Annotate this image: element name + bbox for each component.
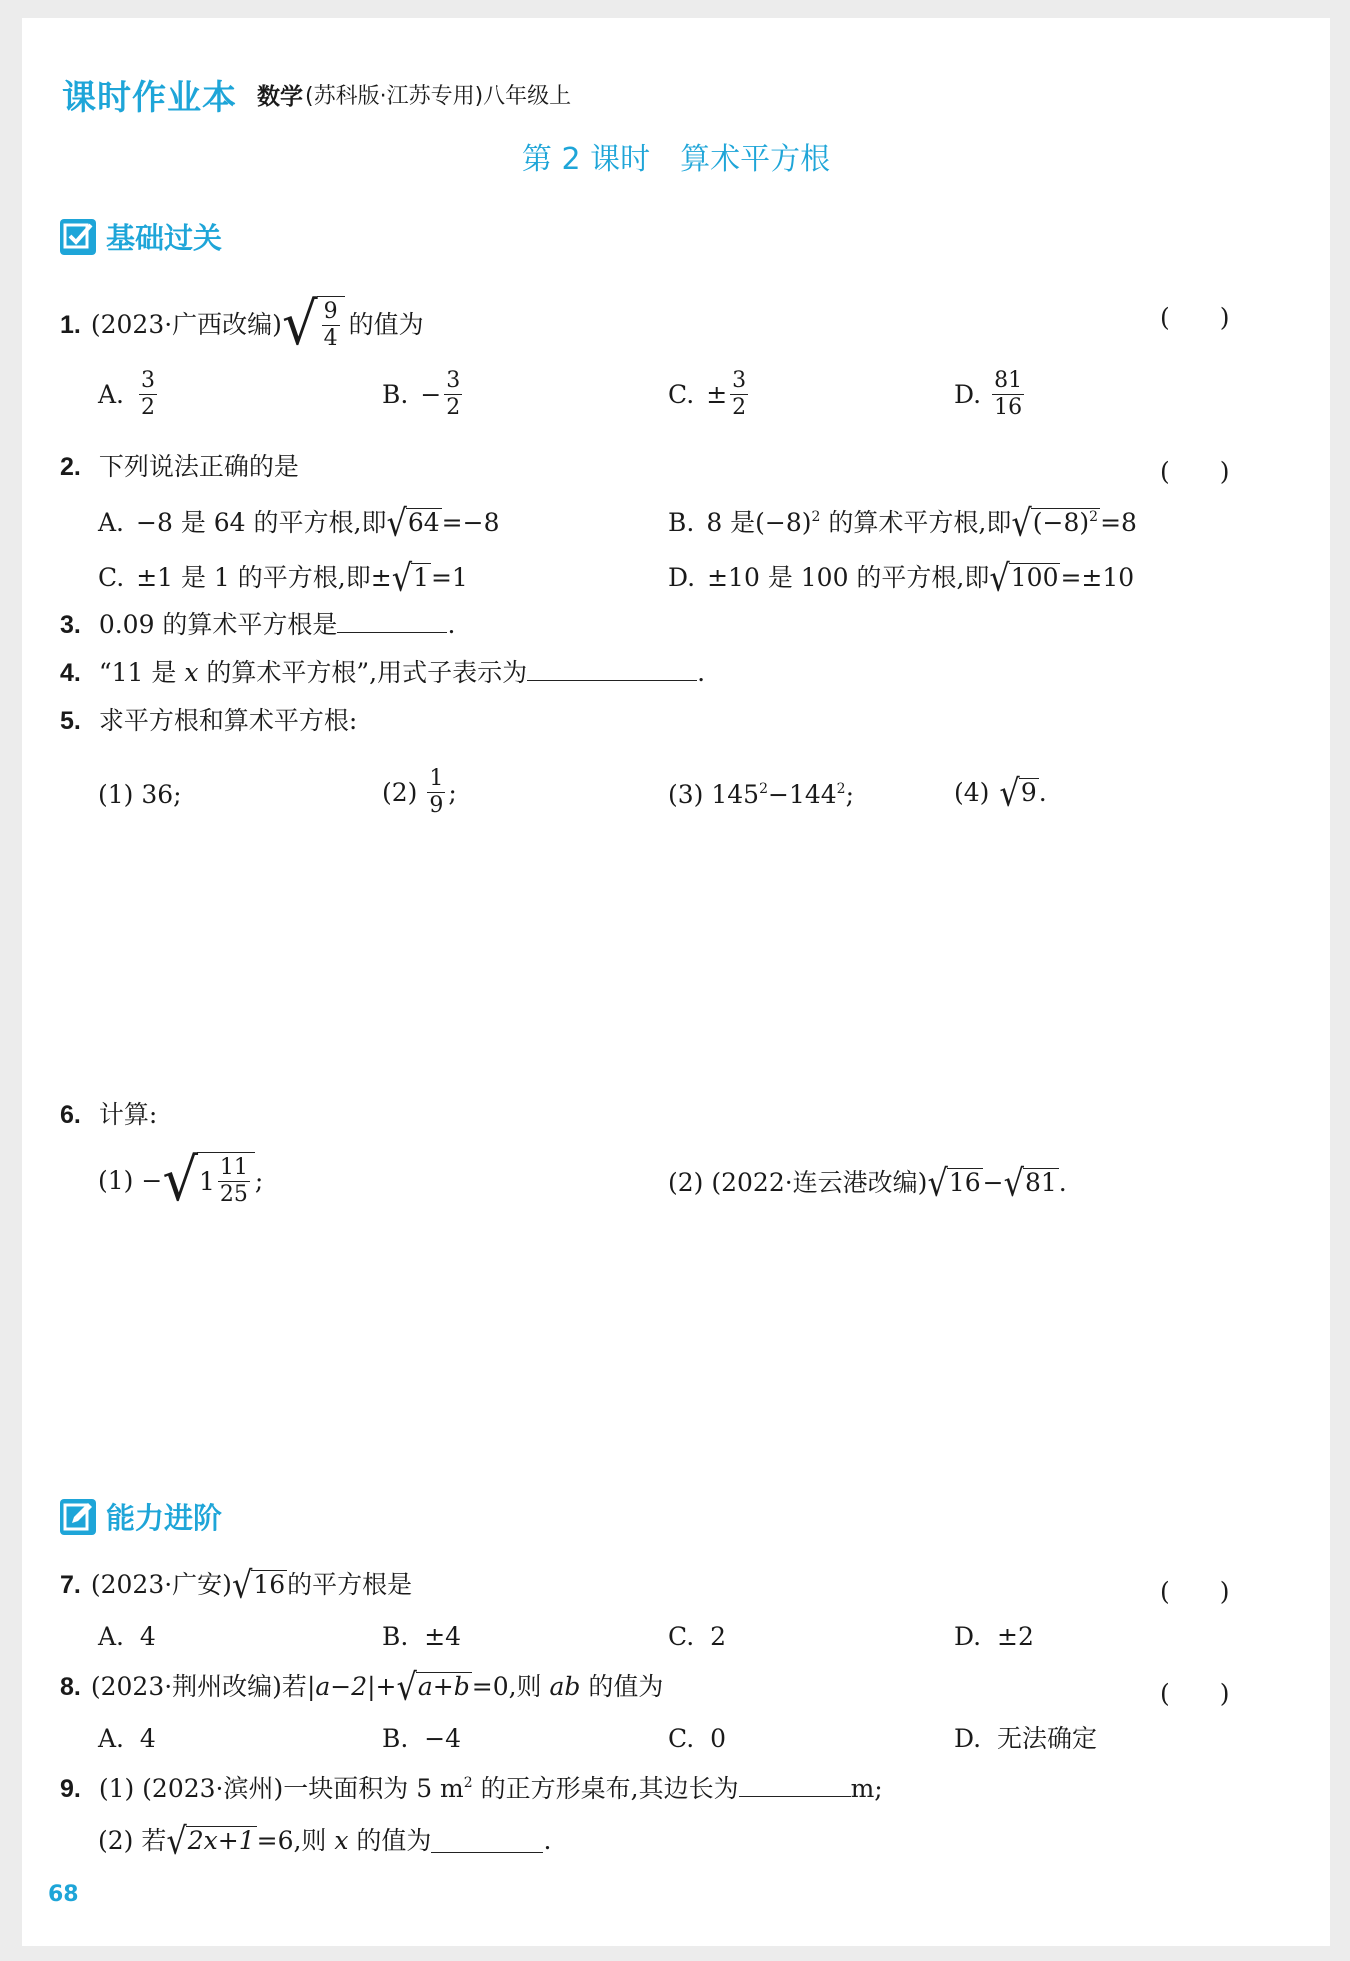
question-5-part-3: (3) $145^2-144^2$; <box>668 780 855 809</box>
denominator: 4 <box>323 326 338 351</box>
question-5-part-2: (2) $\frac{1}{9}$ ; <box>382 766 457 818</box>
section-basic-title: 基础过关 <box>106 221 223 255</box>
page-number: 68 <box>48 1882 79 1907</box>
question-3: 3. 0.09 的算术平方根是 . <box>60 610 456 639</box>
answer-blank[interactable] <box>527 658 697 681</box>
section-basic <box>60 216 222 257</box>
option-c[interactable]: C. 0 <box>668 1724 726 1753</box>
question-6: 6. 计算: <box>60 1100 158 1129</box>
question-4: 4. “11 是 x 的算术平方根”,用式子表示为 . <box>60 658 706 687</box>
option-c[interactable]: C. 2 <box>668 1622 726 1651</box>
question-6-part-1: (1) − √ 1 $\frac{11}{25}$ ; <box>98 1146 264 1215</box>
source: (2023·广西改编) <box>90 310 282 339</box>
option-d[interactable]: D. $\frac{81}{16}$ <box>954 368 1023 420</box>
answer-blank[interactable] <box>739 1774 851 1797</box>
option-c[interactable]: C. ± $\frac{3}{2}$ <box>668 368 747 420</box>
section-advanced <box>60 1496 222 1537</box>
numerator: 9 <box>323 299 338 324</box>
sqrt-expression <box>281 290 345 359</box>
option-d[interactable]: D. 无法确定 <box>954 1724 1097 1753</box>
answer-paren[interactable]: ( ) <box>1160 457 1230 486</box>
workbook-page <box>22 18 1330 1946</box>
edition: (苏科版·江苏专用)八年级上 <box>305 84 572 109</box>
question-5-part-4: (4) √ 9 . <box>954 771 1047 815</box>
question-5-part-1: (1) 36; <box>98 780 182 809</box>
option-d[interactable]: D. ±10 是 100 的平方根,即 √ 100 =±10 <box>668 556 1135 600</box>
answer-paren[interactable]: ( ) <box>1160 1577 1230 1606</box>
checkbox-icon <box>60 219 96 255</box>
answer-blank[interactable] <box>337 610 447 633</box>
answer-paren[interactable]: ( ) <box>1160 303 1230 332</box>
header <box>62 70 571 119</box>
option-b[interactable]: B. 8 是$(-8)^2$ 的算术平方根,即 √ $(-8)^2$ =8 <box>668 501 1137 545</box>
question-9-part-1: 9. (1) (2023·滨州)一块面积为 5 $m^2$ 的正方形桌布,其边长为 m; <box>60 1774 883 1803</box>
question-8: 8. (2023·荆州改编)若 |a−2| + √ a+b =0,则 ab 的值为 <box>60 1665 664 1709</box>
option-a[interactable]: A. 4 <box>98 1622 156 1651</box>
lesson-title: 第 2 课时 算术平方根 <box>521 142 831 177</box>
logo: 课时作业本 <box>62 78 237 118</box>
option-c[interactable]: C. ±1 是 1 的平方根,即± √ 1 =1 <box>98 556 468 600</box>
option-b[interactable]: B. −4 <box>382 1724 462 1753</box>
subject: 数学 <box>257 84 303 110</box>
option-a[interactable]: A. $\frac{3}{2}$ <box>98 368 156 420</box>
question-9-part-2: (2) 若 √ 2x+1 =6,则 x 的值为 . <box>98 1819 552 1863</box>
radical-sign: √ <box>281 290 318 359</box>
question-1 <box>60 290 424 359</box>
question-7: 7. (2023·广安) √ 16 的平方根是 <box>60 1563 413 1607</box>
option-b[interactable]: B. − $\frac{3}{2}$ <box>382 368 461 420</box>
question-text: 下列说法正确的是 <box>98 452 299 481</box>
pencil-icon <box>60 1499 96 1535</box>
option-a[interactable]: A. 4 <box>98 1724 156 1753</box>
answer-paren[interactable]: ( ) <box>1160 1679 1230 1708</box>
question-5: 5. 求平方根和算术平方根: <box>60 706 358 735</box>
section-advanced-title: 能力进阶 <box>106 1501 223 1535</box>
answer-blank[interactable] <box>431 1830 543 1853</box>
question-6-part-2: (2) (2022·连云港改编) √ 16 − √ 81 . <box>668 1161 1067 1205</box>
option-b[interactable]: B. ±4 <box>382 1622 462 1651</box>
question-2 <box>60 452 299 482</box>
question-text: 的值为 <box>348 310 424 339</box>
option-a[interactable]: A. −8 是 64 的平方根,即 √ 64 =−8 <box>98 501 500 545</box>
question-number: 1. <box>60 311 81 339</box>
option-d[interactable]: D. ±2 <box>954 1622 1034 1651</box>
question-number: 2. <box>60 453 81 481</box>
